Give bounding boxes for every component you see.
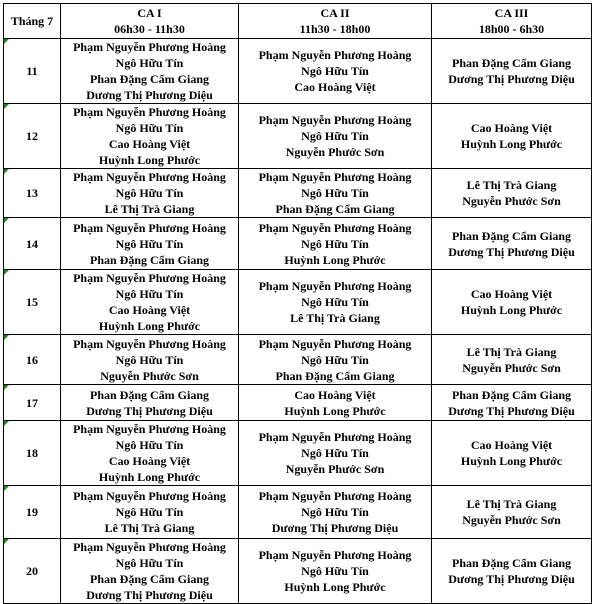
day-cell: 12 xyxy=(4,104,61,169)
staff-name: Ngô Hữu Tín xyxy=(115,236,184,251)
table-row xyxy=(4,270,592,335)
table-row xyxy=(4,385,592,421)
shift-3-cell xyxy=(432,169,592,218)
staff-name: Ngô Hữu Tín xyxy=(115,438,184,452)
staff-name: Huỳnh Long Phước xyxy=(284,403,386,418)
staff-name: Phạm Nguyễn Phương Hoàng xyxy=(73,170,226,184)
day-cell: 18 xyxy=(4,421,61,486)
shift-3-header xyxy=(432,4,592,39)
staff-name: Huỳnh Long Phước xyxy=(460,303,563,317)
shift-2-cell xyxy=(239,104,432,169)
shift-1-cell xyxy=(61,39,239,104)
day-cell: 16 xyxy=(4,335,61,385)
shift-3-cell xyxy=(432,486,592,539)
shift-3-cell xyxy=(432,335,592,385)
staff-name: Cao Hoàng Việt xyxy=(108,454,191,468)
staff-name: Ngô Hữu Tín xyxy=(301,129,369,143)
staff-name: Phạm Nguyễn Phương Hoàng xyxy=(73,105,226,119)
day-cell: 17 xyxy=(4,385,61,421)
staff-name: Lê Thị Trà Giang xyxy=(466,178,557,192)
staff-name: Phạm Nguyễn Phương Hoàng xyxy=(258,279,412,293)
staff-name: Phạm Nguyễn Phương Hoàng xyxy=(73,422,226,436)
staff-name: Phan Đặng Cẩm Giang xyxy=(451,228,572,243)
shift-2-time: 11h30 - 18h00 xyxy=(299,22,371,36)
shift-1-cell xyxy=(61,421,239,486)
staff-name: Phạm Nguyễn Phương Hoàng xyxy=(258,113,412,127)
month-header: Tháng 7 xyxy=(4,4,61,39)
staff-name: Cao Hoàng Việt xyxy=(294,387,376,402)
staff-name: Dương Thị Phương Diệu xyxy=(271,521,399,535)
shift-2-cell xyxy=(239,486,432,539)
staff-name: Nguyễn Phước Sơn xyxy=(462,194,561,208)
staff-name: Nguyễn Phước Sơn xyxy=(285,462,385,476)
shift-1-cell xyxy=(61,539,239,604)
staff-name: Huỳnh Long Phước xyxy=(284,252,386,267)
shift-3-time: 18h00 - 6h30 xyxy=(478,22,545,36)
staff-name: Cao Hoàng Việt xyxy=(294,80,376,94)
staff-name: Huỳnh Long Phước xyxy=(284,580,386,594)
shift-2-cell xyxy=(239,421,432,486)
shift-2-cell xyxy=(239,270,432,335)
staff-name: Phan Đặng Cẩm Giang xyxy=(451,56,572,70)
staff-name: Dương Thị Phương Diệu xyxy=(448,572,575,586)
staff-name: Huỳnh Long Phước xyxy=(98,319,201,333)
table-row xyxy=(4,421,592,486)
staff-name: Phan Đặng Cẩm Giang xyxy=(275,368,395,383)
staff-name: Nguyễn Phước Sơn xyxy=(462,513,561,527)
staff-name: Phạm Nguyễn Phương Hoàng xyxy=(73,271,226,285)
day-cell: 14 xyxy=(4,218,61,270)
staff-name: Phan Đặng Cẩm Giang xyxy=(89,387,210,402)
table-row xyxy=(4,104,592,169)
staff-name: Phạm Nguyễn Phương Hoàng xyxy=(258,336,412,351)
staff-name: Cao Hoàng Việt xyxy=(108,303,191,317)
shift-1-cell xyxy=(61,104,239,169)
shift-3-cell xyxy=(432,104,592,169)
staff-name: Phạm Nguyễn Phương Hoàng xyxy=(258,489,412,503)
staff-name: Phạm Nguyễn Phương Hoàng xyxy=(73,489,226,503)
staff-name: Phan Đặng Cẩm Giang xyxy=(451,387,572,402)
staff-name: Cao Hoàng Việt xyxy=(470,438,553,452)
staff-name: Dương Thị Phương Diệu xyxy=(448,72,575,86)
shift-1-header xyxy=(61,4,239,39)
staff-name: Dương Thị Phương Diệu xyxy=(86,588,213,602)
staff-name: Ngô Hữu Tín xyxy=(115,505,184,519)
staff-name: Cao Hoàng Việt xyxy=(108,137,191,151)
shift-3-cell xyxy=(432,218,592,270)
staff-name: Huỳnh Long Phước xyxy=(98,153,201,167)
staff-name: Ngô Hữu Tín xyxy=(115,556,184,570)
shift-3-cell xyxy=(432,421,592,486)
staff-name: Lê Thị Trà Giang xyxy=(466,497,557,511)
staff-name: Ngô Hữu Tín xyxy=(301,505,369,519)
day-cell: 13 xyxy=(4,169,61,218)
table-row xyxy=(4,169,592,218)
staff-name: Nguyễn Phước Sơn xyxy=(462,360,561,375)
day-cell: 19 xyxy=(4,486,61,539)
staff-name: Ngô Hữu Tín xyxy=(115,287,184,301)
staff-name: Lê Thị Trà Giang xyxy=(290,311,380,325)
shift-schedule-table xyxy=(3,3,592,604)
day-cell: 20 xyxy=(4,539,61,604)
staff-name: Lê Thị Trà Giang xyxy=(104,202,195,216)
shift-2-cell xyxy=(239,539,432,604)
shift-2-cell xyxy=(239,335,432,385)
shift-2-header xyxy=(239,4,432,39)
shift-3-cell xyxy=(432,270,592,335)
table-row xyxy=(4,335,592,385)
staff-name: Phạm Nguyễn Phương Hoàng xyxy=(258,170,412,184)
table-row xyxy=(4,39,592,104)
shift-1-cell xyxy=(61,486,239,539)
staff-name: Ngô Hữu Tín xyxy=(115,121,184,135)
staff-name: Dương Thị Phương Diệu xyxy=(86,403,213,418)
staff-name: Phạm Nguyễn Phương Hoàng xyxy=(258,48,412,62)
staff-name: Lê Thị Trà Giang xyxy=(104,521,195,535)
staff-name: Nguyễn Phước Sơn xyxy=(285,145,385,159)
shift-3-title: CA III xyxy=(494,6,529,20)
staff-name: Phạm Nguyễn Phương Hoàng xyxy=(73,336,226,351)
staff-name: Phan Đặng Cẩm Giang xyxy=(89,72,210,86)
staff-name: Ngô Hữu Tín xyxy=(301,352,369,367)
shift-2-cell xyxy=(239,39,432,104)
staff-name: Ngô Hữu Tín xyxy=(301,446,369,460)
shift-1-cell xyxy=(61,218,239,270)
staff-name: Ngô Hữu Tín xyxy=(115,186,184,200)
staff-name: Ngô Hữu Tín xyxy=(115,56,184,70)
staff-name: Cao Hoàng Việt xyxy=(470,287,553,301)
staff-name: Phan Đặng Cẩm Giang xyxy=(89,572,210,586)
staff-name: Ngô Hữu Tín xyxy=(301,564,369,578)
shift-3-cell xyxy=(432,385,592,421)
staff-name: Ngô Hữu Tín xyxy=(301,186,369,200)
shift-1-cell xyxy=(61,169,239,218)
shift-2-title: CA II xyxy=(320,6,350,20)
staff-name: Huỳnh Long Phước xyxy=(460,137,563,151)
day-cell: 11 xyxy=(4,39,61,104)
shift-3-cell xyxy=(432,39,592,104)
header-row xyxy=(4,4,592,39)
staff-name: Phạm Nguyễn Phương Hoàng xyxy=(73,540,226,554)
staff-name: Phạm Nguyễn Phương Hoàng xyxy=(258,220,412,235)
staff-name: Phan Đặng Cẩm Giang xyxy=(451,556,572,570)
staff-name: Phạm Nguyễn Phương Hoàng xyxy=(258,548,412,562)
shift-2-cell xyxy=(239,218,432,270)
staff-name: Phan Đặng Cẩm Giang xyxy=(89,252,210,267)
shift-1-title: CA I xyxy=(137,6,162,20)
staff-name: Phạm Nguyễn Phương Hoàng xyxy=(258,430,412,444)
shift-1-time: 06h30 - 11h30 xyxy=(114,22,185,36)
staff-name: Phan Đặng Cẩm Giang xyxy=(275,202,395,216)
staff-name: Huỳnh Long Phước xyxy=(98,470,201,484)
staff-name: Ngô Hữu Tín xyxy=(301,295,369,309)
shift-1-cell xyxy=(61,335,239,385)
shift-1-cell xyxy=(61,270,239,335)
shift-1-cell xyxy=(61,385,239,421)
table-row xyxy=(4,218,592,270)
staff-name: Huỳnh Long Phước xyxy=(460,454,563,468)
staff-name: Ngô Hữu Tín xyxy=(115,352,184,367)
staff-name: Dương Thị Phương Diệu xyxy=(448,244,575,259)
table-row xyxy=(4,539,592,604)
roster-body xyxy=(4,39,592,604)
day-cell: 15 xyxy=(4,270,61,335)
staff-name: Phạm Nguyễn Phương Hoàng xyxy=(73,40,226,54)
staff-name: Cao Hoàng Việt xyxy=(470,121,553,135)
staff-name: Dương Thị Phương Diệu xyxy=(448,403,575,418)
staff-name: Nguyễn Phước Sơn xyxy=(100,368,199,383)
staff-name: Dương Thị Phương Diệu xyxy=(86,88,213,102)
staff-name: Phạm Nguyễn Phương Hoàng xyxy=(73,220,226,235)
shift-3-cell xyxy=(432,539,592,604)
staff-name: Ngô Hữu Tín xyxy=(301,64,369,78)
table-row xyxy=(4,486,592,539)
shift-2-cell xyxy=(239,169,432,218)
staff-name: Lê Thị Trà Giang xyxy=(466,344,557,359)
shift-2-cell xyxy=(239,385,432,421)
staff-name: Ngô Hữu Tín xyxy=(301,236,369,251)
